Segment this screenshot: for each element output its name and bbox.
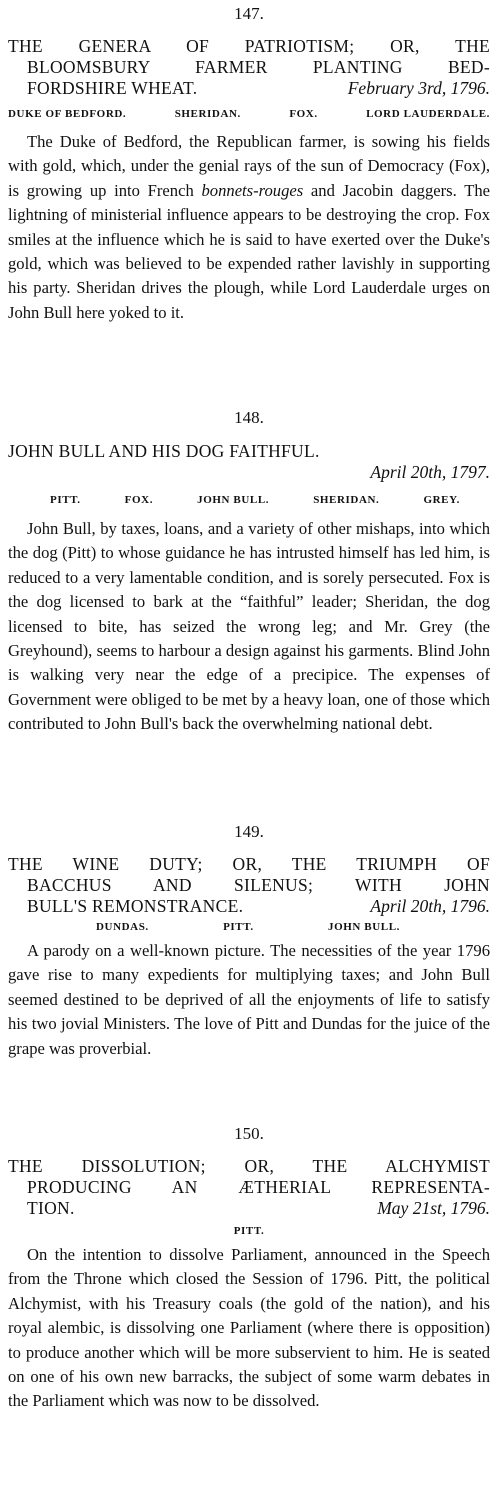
person-name: JOHN BULL. <box>327 921 400 933</box>
entry-number: 147. <box>234 4 264 23</box>
entry-date: April 20th, 1797. <box>370 462 490 482</box>
description-text: and Jacobin daggers. The lightning of ministerial influence appears to be destroying the crop. Fox smiles at the influence which he is said to have exerted over the Duke's gold, which was believed to be expended rather lavishly in supporting his party. Sheridan drives the plough, while Lord Lauderdale urges on John Bull here yoked to it. <box>8 180 491 322</box>
entry-number: 150. <box>234 1124 264 1143</box>
person-name: JOHN BULL. <box>197 494 270 506</box>
entry-148 <box>8 408 490 737</box>
person-name: FOX. <box>124 494 154 506</box>
entry-title-line: BULL'S REMONSTRANCE. <box>27 896 244 916</box>
entry-title-line: THE GENERA OF PATRIOTISM; OR, THE <box>8 36 490 56</box>
entry-date: February 3rd, 1796. <box>347 78 490 98</box>
entry-title-last-line <box>8 78 490 99</box>
person-name: LORD LAUDERDALE. <box>366 108 490 120</box>
entry-title-line: THE DISSOLUTION; OR, THE ALCHYMIST <box>8 1156 490 1176</box>
entry-description: On the intention to dissolve Parliament, announced in the Speech from the Throne which closed the Session of 1796. Pitt, the political Alchymist, with his Treasury coals (the gold of the nation), and his royal alembic, is dissolving one Parliament (where there is opposition) to produce another which will be more subservient to him. He is seated on one of his own new barracks, the subject of some warm debates in the Parliament which was now to be dissolved. <box>8 1245 490 1411</box>
entry-title-line: TION. <box>27 1198 75 1218</box>
entry-description <box>8 130 490 325</box>
entry-description: A parody on a well-known picture. The necessities of the year 1796 gave rise to many expedients for multiplying taxes; and John Bull seemed destined to be deprived of all the enjoyments of life to satisfy his two jovial Ministers. The love of Pitt and Dundas for the juice of the grape was proverbial. <box>8 941 490 1058</box>
entry-date: April 20th, 1796. <box>370 896 490 916</box>
description-italic-text: bonnets-rouges <box>201 180 304 200</box>
person-name: DUKE OF BEDFORD. <box>8 108 127 120</box>
entry-149 <box>8 822 490 1061</box>
entry-title-last-line <box>8 896 490 917</box>
entry-title-line: THE WINE DUTY; OR, THE TRIUMPH OF <box>8 854 490 874</box>
entry-150 <box>8 1124 490 1414</box>
person-name: SHERIDAN. <box>313 494 380 506</box>
entry-title-line: PRODUCING AN ÆTHERIAL REPRESENTA- <box>27 1177 490 1197</box>
description-text: The Duke of Bedford, the Republican farmer, is sowing his fields with gold, which, under the genial rays of the sun of Democracy (Fox), is growing up into French <box>8 132 490 200</box>
entry-title-line: BLOOMSBURY FARMER PLANTING BED- <box>27 57 490 77</box>
entry-title-line: FORDSHIRE WHEAT. <box>27 78 198 98</box>
person-name: SHERIDAN. <box>174 108 241 120</box>
person-name: PITT. <box>233 1225 265 1237</box>
entry-title-last-line <box>8 1198 490 1219</box>
person-name: DUNDAS. <box>96 921 149 933</box>
person-name: PITT. <box>50 494 81 506</box>
entry-people <box>8 106 490 122</box>
entry-title-line: BACCHUS AND SILENUS; WITH JOHN <box>27 875 490 895</box>
entry-people <box>8 1223 490 1239</box>
entry-people <box>8 919 490 935</box>
entry-date-line <box>8 462 490 483</box>
person-name: GREY. <box>423 494 460 506</box>
entry-title-line: JOHN BULL AND HIS DOG FAITHFUL. <box>8 441 320 461</box>
person-name: PITT. <box>223 921 254 933</box>
entry-date: May 21st, 1796. <box>377 1198 490 1218</box>
entry-147 <box>8 4 490 325</box>
entry-description: John Bull, by taxes, loans, and a variety of other mishaps, into which the dog (Pitt) to whose guidance he has intrusted himself has led him, is reduced to a very lamentable condition, and is sorely persecuted. Fox is the dog licensed to bark at the “faithful” leader; Sheridan, the dog licensed to bite, has seized the wrong leg; and Mr. Grey (the Greyhound), seems to harbour a design against his garments. Blind John is walking very near the edge of a precipice. The expenses of Government were obliged to be met by a heavy loan, one of those which contributed to John Bull's back the overwhelming national debt. <box>8 519 490 734</box>
entry-people <box>8 492 490 508</box>
entry-number: 148. <box>234 408 264 427</box>
person-name: FOX. <box>289 108 318 120</box>
entry-number: 149. <box>234 822 264 841</box>
